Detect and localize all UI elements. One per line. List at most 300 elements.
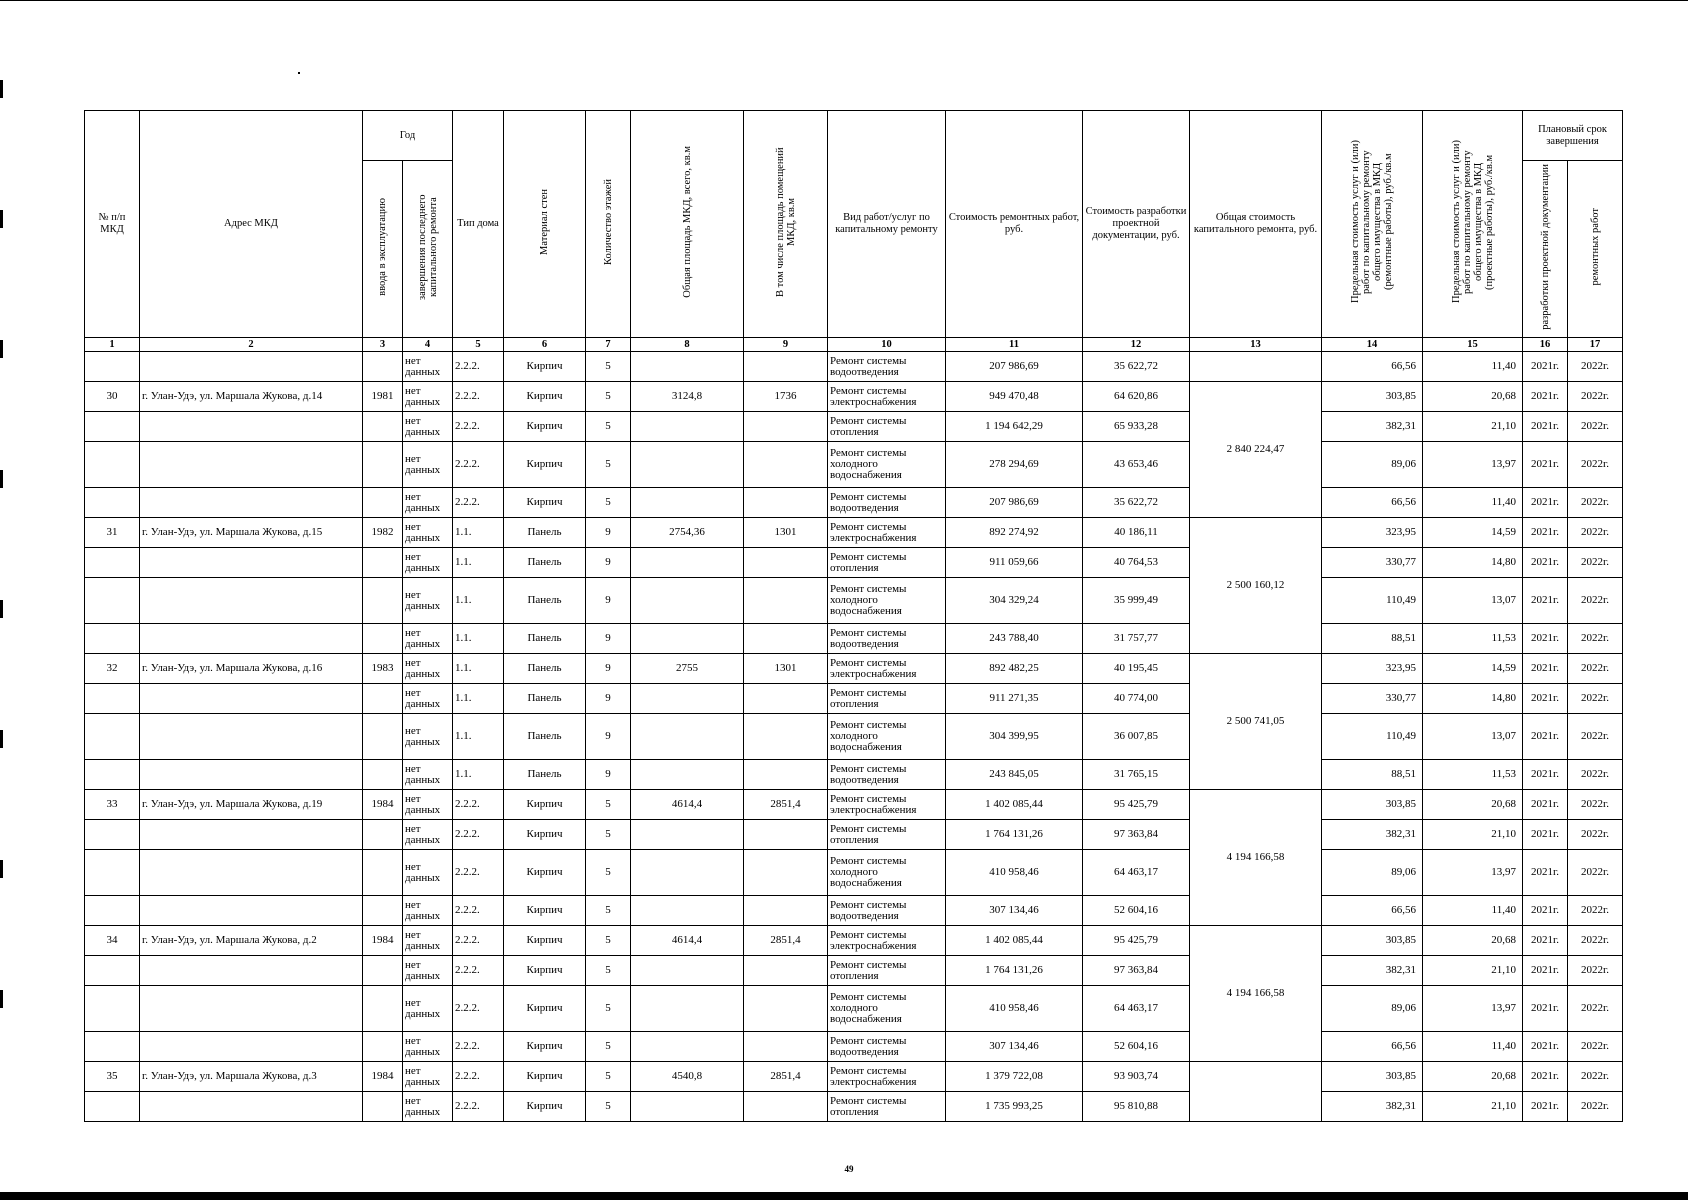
year-commission-cell — [363, 442, 403, 488]
wall-material-cell: Панель — [504, 548, 586, 578]
last-repair-cell: нет данных — [403, 1032, 453, 1062]
total-cost-cell: 2 500 160,12 — [1190, 518, 1322, 654]
plan-design-cell: 2021г. — [1523, 624, 1568, 654]
total-area-cell — [631, 956, 744, 986]
address-cell: г. Улан-Удэ, ул. Маршала Жукова, д.2 — [140, 926, 363, 956]
premises-area-cell — [744, 714, 828, 760]
column-number: 11 — [946, 338, 1083, 352]
wall-material-cell: Кирпич — [504, 412, 586, 442]
year-commission-cell: 1984 — [363, 926, 403, 956]
plan-repair-cell: 2022г. — [1568, 956, 1623, 986]
header-year-commission: ввода в эксплуатацию — [363, 161, 403, 338]
floors-cell: 5 — [586, 986, 631, 1032]
plan-repair-cell: 2022г. — [1568, 518, 1623, 548]
address-cell — [140, 760, 363, 790]
plan-repair-cell: 2022г. — [1568, 654, 1623, 684]
year-commission-cell — [363, 684, 403, 714]
last-repair-cell: нет данных — [403, 488, 453, 518]
work-type-cell: Ремонт системы электроснабжения — [828, 654, 946, 684]
work-type-cell: Ремонт системы отопления — [828, 1092, 946, 1122]
design-cost-cell: 64 463,17 — [1083, 850, 1190, 896]
design-cost-cell: 52 604,16 — [1083, 896, 1190, 926]
table-row — [85, 488, 1623, 518]
row-number — [85, 624, 140, 654]
repair-cost-cell: 410 958,46 — [946, 986, 1083, 1032]
table-row — [85, 684, 1623, 714]
row-number — [85, 1092, 140, 1122]
last-repair-cell: нет данных — [403, 578, 453, 624]
floors-cell: 9 — [586, 548, 631, 578]
design-cost-cell: 97 363,84 — [1083, 820, 1190, 850]
design-cost-cell: 40 186,11 — [1083, 518, 1190, 548]
column-number: 3 — [363, 338, 403, 352]
last-repair-cell: нет данных — [403, 714, 453, 760]
year-commission-cell — [363, 1032, 403, 1062]
floors-cell: 5 — [586, 790, 631, 820]
address-cell — [140, 986, 363, 1032]
last-repair-cell: нет данных — [403, 548, 453, 578]
column-number: 13 — [1190, 338, 1322, 352]
last-repair-cell: нет данных — [403, 790, 453, 820]
limit-design-cell: 13,97 — [1423, 850, 1523, 896]
table-row — [85, 578, 1623, 624]
last-repair-cell: нет данных — [403, 518, 453, 548]
house-type-cell: 2.2.2. — [453, 1062, 504, 1092]
limit-design-cell: 11,53 — [1423, 760, 1523, 790]
year-commission-cell — [363, 624, 403, 654]
limit-repair-cell: 303,85 — [1322, 1062, 1423, 1092]
floors-cell: 5 — [586, 926, 631, 956]
header-plan-repair: ремонтных работ — [1568, 161, 1623, 338]
row-number — [85, 412, 140, 442]
address-cell — [140, 412, 363, 442]
table-row — [85, 790, 1623, 820]
plan-design-cell: 2021г. — [1523, 986, 1568, 1032]
house-type-cell: 2.2.2. — [453, 1092, 504, 1122]
work-type-cell: Ремонт системы отопления — [828, 820, 946, 850]
limit-repair-cell: 382,31 — [1322, 1092, 1423, 1122]
last-repair-cell: нет данных — [403, 654, 453, 684]
house-type-cell: 1.1. — [453, 548, 504, 578]
wall-material-cell: Кирпич — [504, 352, 586, 382]
house-type-cell: 2.2.2. — [453, 352, 504, 382]
header-plan-design: разработки проектной документации — [1523, 161, 1568, 338]
total-area-cell — [631, 442, 744, 488]
plan-design-cell: 2021г. — [1523, 760, 1568, 790]
limit-design-cell: 14,59 — [1423, 518, 1523, 548]
premises-area-cell — [744, 1032, 828, 1062]
year-commission-cell — [363, 986, 403, 1032]
design-cost-cell: 97 363,84 — [1083, 956, 1190, 986]
row-number — [85, 488, 140, 518]
limit-repair-cell: 303,85 — [1322, 382, 1423, 412]
total-cost-cell: 4 194 166,58 — [1190, 926, 1322, 1062]
limit-design-cell: 13,07 — [1423, 578, 1523, 624]
row-number — [85, 1032, 140, 1062]
plan-repair-cell: 2022г. — [1568, 624, 1623, 654]
floors-cell: 5 — [586, 412, 631, 442]
premises-area-cell — [744, 442, 828, 488]
year-commission-cell — [363, 850, 403, 896]
limit-design-cell: 11,40 — [1423, 896, 1523, 926]
year-commission-cell — [363, 352, 403, 382]
floors-cell: 9 — [586, 714, 631, 760]
address-cell — [140, 684, 363, 714]
column-number: 14 — [1322, 338, 1423, 352]
limit-repair-cell: 323,95 — [1322, 654, 1423, 684]
total-area-cell — [631, 488, 744, 518]
year-commission-cell — [363, 896, 403, 926]
limit-design-cell: 14,59 — [1423, 654, 1523, 684]
address-cell — [140, 488, 363, 518]
last-repair-cell: нет данных — [403, 1062, 453, 1092]
header-work-type: Вид работ/услуг по капитальному ремонту — [828, 111, 946, 338]
plan-design-cell: 2021г. — [1523, 896, 1568, 926]
row-number — [85, 548, 140, 578]
design-cost-cell: 31 757,77 — [1083, 624, 1190, 654]
limit-repair-cell: 110,49 — [1322, 714, 1423, 760]
row-number: 35 — [85, 1062, 140, 1092]
plan-design-cell: 2021г. — [1523, 382, 1568, 412]
work-type-cell: Ремонт системы холодного водоснабжения — [828, 442, 946, 488]
total-area-cell — [631, 684, 744, 714]
work-type-cell: Ремонт системы холодного водоснабжения — [828, 986, 946, 1032]
plan-design-cell: 2021г. — [1523, 654, 1568, 684]
last-repair-cell: нет данных — [403, 624, 453, 654]
floors-cell: 9 — [586, 760, 631, 790]
premises-area-cell — [744, 986, 828, 1032]
floors-cell: 5 — [586, 1062, 631, 1092]
table-row — [85, 624, 1623, 654]
repair-cost-cell: 410 958,46 — [946, 850, 1083, 896]
premises-area-cell — [744, 1092, 828, 1122]
house-type-cell: 2.2.2. — [453, 790, 504, 820]
premises-area-cell — [744, 412, 828, 442]
plan-repair-cell: 2022г. — [1568, 714, 1623, 760]
work-type-cell: Ремонт системы холодного водоснабжения — [828, 714, 946, 760]
floors-cell: 9 — [586, 578, 631, 624]
address-cell — [140, 896, 363, 926]
premises-area-cell — [744, 684, 828, 714]
header-year-group: Год — [363, 111, 453, 161]
limit-design-cell: 13,97 — [1423, 986, 1523, 1032]
limit-repair-cell: 303,85 — [1322, 790, 1423, 820]
house-type-cell: 2.2.2. — [453, 382, 504, 412]
floors-cell: 5 — [586, 850, 631, 896]
table-row — [85, 654, 1623, 684]
address-cell — [140, 352, 363, 382]
repair-register-table — [84, 110, 1623, 1122]
table-row — [85, 896, 1623, 926]
total-area-cell — [631, 352, 744, 382]
total-area-cell — [631, 760, 744, 790]
table-row — [85, 760, 1623, 790]
total-area-cell — [631, 548, 744, 578]
repair-cost-cell: 278 294,69 — [946, 442, 1083, 488]
row-number — [85, 850, 140, 896]
scan-speck — [298, 72, 300, 74]
total-area-cell — [631, 714, 744, 760]
repair-cost-cell: 1 402 085,44 — [946, 790, 1083, 820]
house-type-cell: 2.2.2. — [453, 820, 504, 850]
wall-material-cell: Кирпич — [504, 850, 586, 896]
plan-design-cell: 2021г. — [1523, 518, 1568, 548]
wall-material-cell: Панель — [504, 578, 586, 624]
address-cell — [140, 578, 363, 624]
row-number — [85, 760, 140, 790]
limit-repair-cell: 88,51 — [1322, 760, 1423, 790]
last-repair-cell: нет данных — [403, 684, 453, 714]
column-number: 2 — [140, 338, 363, 352]
last-repair-cell: нет данных — [403, 820, 453, 850]
house-type-cell: 1.1. — [453, 624, 504, 654]
limit-design-cell: 11,53 — [1423, 624, 1523, 654]
header-address: Адрес МКД — [140, 111, 363, 338]
address-cell — [140, 956, 363, 986]
total-area-cell — [631, 820, 744, 850]
limit-repair-cell: 66,56 — [1322, 488, 1423, 518]
plan-repair-cell: 2022г. — [1568, 1092, 1623, 1122]
work-type-cell: Ремонт системы электроснабжения — [828, 790, 946, 820]
wall-material-cell: Кирпич — [504, 926, 586, 956]
repair-cost-cell: 207 986,69 — [946, 488, 1083, 518]
plan-repair-cell: 2022г. — [1568, 684, 1623, 714]
plan-design-cell: 2021г. — [1523, 684, 1568, 714]
limit-repair-cell: 89,06 — [1322, 850, 1423, 896]
plan-repair-cell: 2022г. — [1568, 382, 1623, 412]
header-num: № п/п МКД — [85, 111, 140, 338]
design-cost-cell: 64 463,17 — [1083, 986, 1190, 1032]
house-type-cell: 2.2.2. — [453, 850, 504, 896]
column-number: 15 — [1423, 338, 1523, 352]
row-number — [85, 820, 140, 850]
design-cost-cell: 65 933,28 — [1083, 412, 1190, 442]
repair-cost-cell: 1 402 085,44 — [946, 926, 1083, 956]
floors-cell: 5 — [586, 1032, 631, 1062]
design-cost-cell: 43 653,46 — [1083, 442, 1190, 488]
premises-area-cell — [744, 896, 828, 926]
last-repair-cell: нет данных — [403, 850, 453, 896]
header-year-last-repair: завершения последнего капитального ремонта — [403, 161, 453, 338]
total-area-cell — [631, 578, 744, 624]
wall-material-cell: Кирпич — [504, 488, 586, 518]
premises-area-cell: 1736 — [744, 382, 828, 412]
column-number: 4 — [403, 338, 453, 352]
design-cost-cell: 35 999,49 — [1083, 578, 1190, 624]
scan-edge-marks — [0, 80, 3, 1080]
year-commission-cell — [363, 488, 403, 518]
premises-area-cell — [744, 352, 828, 382]
plan-design-cell: 2021г. — [1523, 1092, 1568, 1122]
table-row — [85, 1092, 1623, 1122]
limit-design-cell: 11,40 — [1423, 352, 1523, 382]
year-commission-cell — [363, 714, 403, 760]
plan-repair-cell: 2022г. — [1568, 850, 1623, 896]
plan-repair-cell: 2022г. — [1568, 760, 1623, 790]
wall-material-cell: Кирпич — [504, 382, 586, 412]
wall-material-cell: Панель — [504, 684, 586, 714]
premises-area-cell — [744, 820, 828, 850]
year-commission-cell — [363, 1092, 403, 1122]
plan-repair-cell: 2022г. — [1568, 986, 1623, 1032]
total-area-cell: 3124,8 — [631, 382, 744, 412]
plan-design-cell: 2021г. — [1523, 926, 1568, 956]
total-area-cell — [631, 896, 744, 926]
plan-repair-cell: 2022г. — [1568, 1062, 1623, 1092]
premises-area-cell — [744, 548, 828, 578]
work-type-cell: Ремонт системы электроснабжения — [828, 1062, 946, 1092]
table-row — [85, 1032, 1623, 1062]
header-total-cost: Общая стоимость капитального ремонта, руб. — [1190, 111, 1322, 338]
repair-cost-cell: 243 788,40 — [946, 624, 1083, 654]
plan-repair-cell: 2022г. — [1568, 578, 1623, 624]
limit-design-cell: 20,68 — [1423, 1062, 1523, 1092]
limit-repair-cell: 66,56 — [1322, 352, 1423, 382]
plan-repair-cell: 2022г. — [1568, 352, 1623, 382]
floors-cell: 5 — [586, 442, 631, 488]
floors-cell: 5 — [586, 352, 631, 382]
plan-repair-cell: 2022г. — [1568, 896, 1623, 926]
limit-design-cell: 21,10 — [1423, 956, 1523, 986]
design-cost-cell: 40 764,53 — [1083, 548, 1190, 578]
plan-design-cell: 2021г. — [1523, 956, 1568, 986]
total-cost-cell — [1190, 1062, 1322, 1122]
plan-repair-cell: 2022г. — [1568, 412, 1623, 442]
year-commission-cell — [363, 760, 403, 790]
header-floors: Количество этажей — [586, 111, 631, 338]
plan-design-cell: 2021г. — [1523, 790, 1568, 820]
floors-cell: 5 — [586, 382, 631, 412]
design-cost-cell: 95 425,79 — [1083, 926, 1190, 956]
floors-cell: 9 — [586, 518, 631, 548]
design-cost-cell: 35 622,72 — [1083, 352, 1190, 382]
total-area-cell: 4614,4 — [631, 790, 744, 820]
row-number — [85, 442, 140, 488]
repair-cost-cell: 1 735 993,25 — [946, 1092, 1083, 1122]
wall-material-cell: Кирпич — [504, 896, 586, 926]
wall-material-cell: Кирпич — [504, 442, 586, 488]
table-row — [85, 442, 1623, 488]
limit-repair-cell: 330,77 — [1322, 548, 1423, 578]
house-type-cell: 2.2.2. — [453, 488, 504, 518]
last-repair-cell: нет данных — [403, 926, 453, 956]
plan-design-cell: 2021г. — [1523, 488, 1568, 518]
total-area-cell: 4614,4 — [631, 926, 744, 956]
year-commission-cell: 1982 — [363, 518, 403, 548]
floors-cell: 9 — [586, 684, 631, 714]
year-commission-cell — [363, 548, 403, 578]
repair-cost-cell: 911 059,66 — [946, 548, 1083, 578]
work-type-cell: Ремонт системы водоотведения — [828, 352, 946, 382]
column-number: 10 — [828, 338, 946, 352]
table-row — [85, 412, 1623, 442]
wall-material-cell: Панель — [504, 624, 586, 654]
limit-repair-cell: 110,49 — [1322, 578, 1423, 624]
limit-repair-cell: 382,31 — [1322, 412, 1423, 442]
column-number: 7 — [586, 338, 631, 352]
design-cost-cell: 40 774,00 — [1083, 684, 1190, 714]
row-number: 30 — [85, 382, 140, 412]
design-cost-cell: 95 810,88 — [1083, 1092, 1190, 1122]
limit-design-cell: 20,68 — [1423, 382, 1523, 412]
address-cell — [140, 442, 363, 488]
address-cell — [140, 1032, 363, 1062]
wall-material-cell: Кирпич — [504, 1092, 586, 1122]
plan-repair-cell: 2022г. — [1568, 926, 1623, 956]
total-area-cell — [631, 1092, 744, 1122]
repair-cost-cell: 207 986,69 — [946, 352, 1083, 382]
house-type-cell: 1.1. — [453, 760, 504, 790]
address-cell: г. Улан-Удэ, ул. Маршала Жукова, д.15 — [140, 518, 363, 548]
table-header — [85, 111, 1623, 352]
column-number: 8 — [631, 338, 744, 352]
repair-cost-cell: 1 764 131,26 — [946, 956, 1083, 986]
repair-cost-cell: 307 134,46 — [946, 1032, 1083, 1062]
plan-design-cell: 2021г. — [1523, 442, 1568, 488]
address-cell — [140, 820, 363, 850]
premises-area-cell: 2851,4 — [744, 926, 828, 956]
repair-cost-cell: 892 482,25 — [946, 654, 1083, 684]
table-row — [85, 714, 1623, 760]
table-row — [85, 518, 1623, 548]
limit-repair-cell: 89,06 — [1322, 442, 1423, 488]
premises-area-cell — [744, 760, 828, 790]
row-number — [85, 956, 140, 986]
address-cell: г. Улан-Удэ, ул. Маршала Жукова, д.3 — [140, 1062, 363, 1092]
plan-design-cell: 2021г. — [1523, 820, 1568, 850]
floors-cell: 9 — [586, 624, 631, 654]
plan-repair-cell: 2022г. — [1568, 488, 1623, 518]
address-cell — [140, 1092, 363, 1122]
limit-design-cell: 11,40 — [1423, 1032, 1523, 1062]
year-commission-cell: 1984 — [363, 1062, 403, 1092]
column-number: 17 — [1568, 338, 1623, 352]
total-area-cell — [631, 1032, 744, 1062]
premises-area-cell: 1301 — [744, 654, 828, 684]
last-repair-cell: нет данных — [403, 1092, 453, 1122]
header-house-type: Тип дома — [453, 111, 504, 338]
wall-material-cell: Панель — [504, 518, 586, 548]
table-row — [85, 548, 1623, 578]
design-cost-cell: 95 425,79 — [1083, 790, 1190, 820]
work-type-cell: Ремонт системы водоотведения — [828, 1032, 946, 1062]
work-type-cell: Ремонт системы отопления — [828, 684, 946, 714]
year-commission-cell — [363, 578, 403, 624]
year-commission-cell: 1983 — [363, 654, 403, 684]
row-number — [85, 986, 140, 1032]
repair-cost-cell: 911 271,35 — [946, 684, 1083, 714]
work-type-cell: Ремонт системы водоотведения — [828, 760, 946, 790]
limit-repair-cell: 382,31 — [1322, 820, 1423, 850]
address-cell: г. Улан-Удэ, ул. Маршала Жукова, д.19 — [140, 790, 363, 820]
row-number: 34 — [85, 926, 140, 956]
limit-design-cell: 20,68 — [1423, 790, 1523, 820]
last-repair-cell: нет данных — [403, 412, 453, 442]
address-cell: г. Улан-Удэ, ул. Маршала Жукова, д.14 — [140, 382, 363, 412]
work-type-cell: Ремонт системы холодного водоснабжения — [828, 578, 946, 624]
total-area-cell — [631, 624, 744, 654]
header-premises-area: В том числе площадь помещений МКД, кв.м — [744, 111, 828, 338]
column-number: 1 — [85, 338, 140, 352]
premises-area-cell: 1301 — [744, 518, 828, 548]
design-cost-cell: 36 007,85 — [1083, 714, 1190, 760]
page-bottom-edge — [0, 1192, 1688, 1200]
table-row — [85, 352, 1623, 382]
limit-design-cell: 21,10 — [1423, 820, 1523, 850]
row-number — [85, 578, 140, 624]
wall-material-cell: Кирпич — [504, 790, 586, 820]
repair-cost-cell: 1 764 131,26 — [946, 820, 1083, 850]
